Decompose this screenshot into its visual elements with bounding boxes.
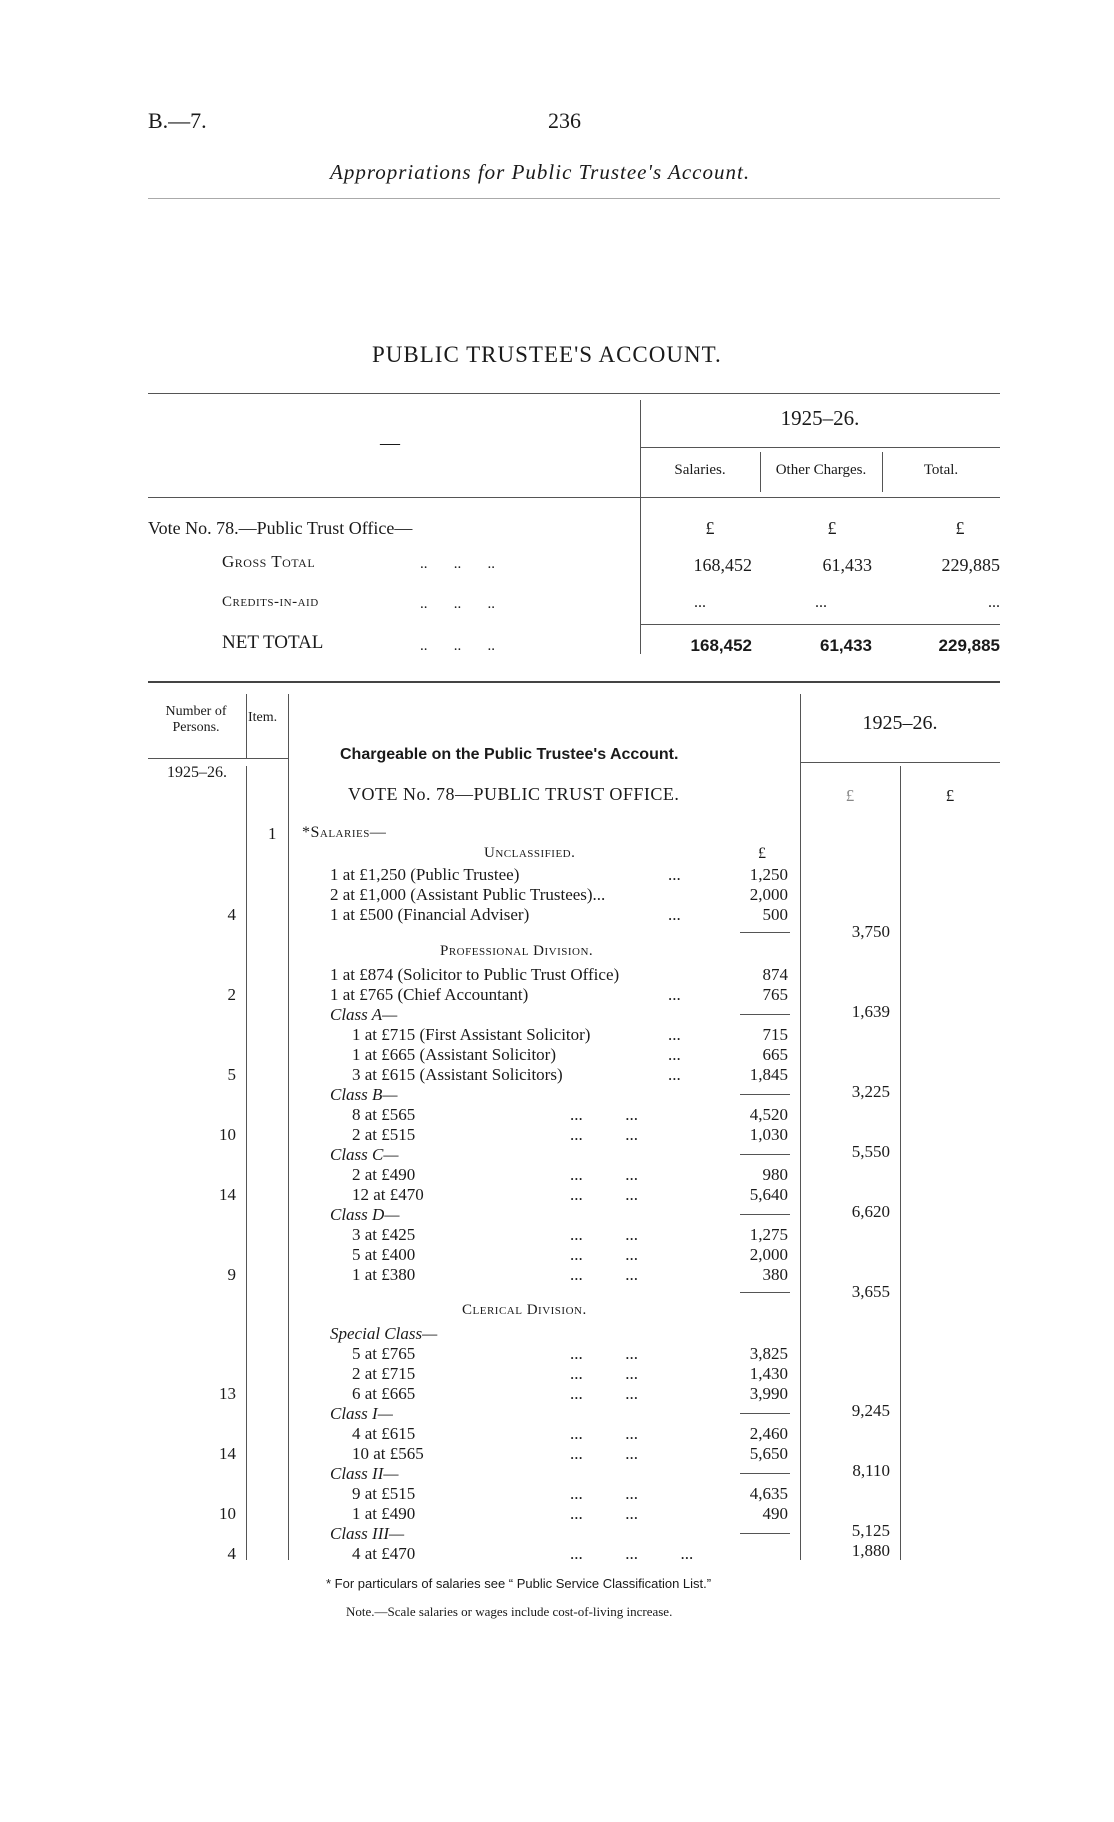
salary-line-amount: 1,275 [749, 1225, 788, 1244]
subtotal-amount: 1,880 [851, 1541, 890, 1560]
summary-row-total: 229,885 [938, 636, 1000, 655]
summary-row-leaders: .. .. .. [420, 556, 495, 572]
detail-salaries-label: *Salaries— [302, 824, 387, 841]
subtotal-rule [740, 1094, 790, 1095]
salary-line-amount: 765 [762, 985, 788, 1004]
salary-line-dots: ... [668, 905, 681, 924]
salary-line: 2 at £1,000 (Assistant Public Trustees)... [330, 885, 606, 904]
subtotal-amount: 5,550 [851, 1142, 890, 1161]
class-label: Class III— [330, 1524, 405, 1543]
salary-line-dots: ... ... [570, 1185, 638, 1204]
salary-line-dots: ... ... [570, 1105, 638, 1124]
summary-row-salaries: 168,452 [693, 555, 752, 575]
persons-count: 13 [219, 1384, 236, 1403]
class-label: Class D— [330, 1205, 400, 1224]
subtotal-rule [740, 1413, 790, 1414]
persons-count: 14 [219, 1185, 236, 1204]
summary-row-other: 61,433 [820, 636, 872, 655]
salary-line-dots: ... ... [570, 1444, 638, 1463]
salary-line: 1 at £380 [352, 1265, 416, 1284]
salary-line-amount: 1,430 [749, 1364, 788, 1383]
salary-line-amount: 1,030 [749, 1125, 788, 1144]
detail-col-number: Number of Persons. [165, 704, 227, 735]
salary-line-dots: ... ... [570, 1384, 638, 1403]
salary-line-amount: 380 [762, 1265, 788, 1284]
salary-line-amount: 1,250 [749, 865, 788, 884]
persons-count: 4 [227, 1544, 236, 1563]
salary-line: 5 at £765 [352, 1344, 416, 1363]
detail-vote-heading: VOTE No. 78—PUBLIC TRUST OFFICE. [348, 784, 680, 804]
subtotal-rule [740, 1154, 790, 1155]
summary-row-leaders: .. .. .. [420, 596, 495, 612]
subtotal-amount: 9,245 [851, 1401, 890, 1420]
summary-row-total: ... [988, 594, 1000, 611]
salary-line-amount: 4,520 [749, 1105, 788, 1124]
summary-net-rule [640, 624, 1000, 625]
summary-row-salaries: 168,452 [690, 636, 752, 655]
salary-line-dots: ... ... ... [570, 1544, 694, 1563]
persons-count: 5 [227, 1065, 236, 1084]
salary-line-amount: 874 [762, 965, 788, 984]
salary-line-dots: ... [668, 985, 681, 1004]
persons-count: 14 [219, 1444, 236, 1463]
summary-row-salaries: ... [694, 594, 706, 611]
salary-line: 8 at £565 [352, 1105, 416, 1124]
salary-line-amount: 980 [762, 1165, 788, 1184]
persons-count: 10 [219, 1125, 236, 1144]
salary-line-dots: ... ... [570, 1484, 638, 1503]
salary-line-amount: 715 [762, 1025, 788, 1044]
salary-line-amount: 500 [762, 905, 788, 924]
salary-line-dots: ... ... [570, 1265, 638, 1284]
salary-line: 6 at £665 [352, 1384, 416, 1403]
detail-rule-persons [246, 694, 247, 758]
detail-col-year-left: 1925–26. [167, 764, 227, 781]
summary-year-rule [640, 447, 1000, 448]
subtotal-amount: 3,655 [851, 1282, 890, 1301]
class-label: Class I— [330, 1404, 393, 1423]
subtotal-rule [740, 1292, 790, 1293]
detail-col-item: Item. [248, 710, 278, 725]
detail-heading: Chargeable on the Public Trustee's Account. [340, 746, 679, 763]
class-label: Class C— [330, 1145, 399, 1164]
summary-vote-label: Vote No. 78.—Public Trust Office— [148, 518, 413, 538]
class-label: Class II— [330, 1464, 399, 1483]
summary-row-label: NET TOTAL [222, 632, 324, 653]
salary-line: 1 at £874 (Solicitor to Public Trust Office) [330, 965, 620, 984]
persons-count: 4 [227, 905, 236, 924]
salary-line: 4 at £470 [352, 1544, 416, 1563]
salary-line-dots: ... ... [570, 1125, 638, 1144]
salary-line: 4 at £615 [352, 1424, 416, 1443]
summary-head-rule [148, 497, 1000, 498]
salary-line-amount: 5,640 [749, 1185, 788, 1204]
subtotal-rule [740, 932, 790, 933]
salary-line: 5 at £400 [352, 1245, 416, 1264]
subtotal-rule [740, 1014, 790, 1015]
class-label: Class A— [330, 1005, 398, 1024]
detail-rule-item [288, 694, 289, 1560]
salary-line-dots: ... ... [570, 1245, 638, 1264]
footnote: * For particulars of salaries see “ Public Service Classification List.” [326, 1576, 712, 1591]
salary-line: 3 at £425 [352, 1225, 416, 1244]
page-number: 236 [548, 108, 581, 133]
detail-head-rule-left [148, 758, 288, 759]
subtotal-amount: 6,620 [851, 1202, 890, 1221]
class-label: Special Class— [330, 1324, 438, 1343]
salary-line-dots: ... [668, 1025, 681, 1044]
summary-row-label: Credits-in-aid [222, 594, 319, 610]
salary-line-dots: ... [668, 1045, 681, 1064]
subtotal-rule [740, 1473, 790, 1474]
summary-row-total: 229,885 [941, 555, 1000, 575]
summary-col-salaries: Salaries. [674, 462, 726, 478]
salary-line-amount: 2,000 [749, 1245, 788, 1264]
subtotal-amount: 1,639 [851, 1002, 890, 1021]
salary-line: 1 at £1,250 (Public Trustee) [330, 865, 520, 884]
detail-item-number: 1 [268, 824, 277, 843]
summary-bottom-rule [148, 681, 1000, 683]
summary-title: PUBLIC TRUSTEE'S ACCOUNT. [372, 342, 722, 367]
salary-line: 1 at £765 (Chief Accountant) [330, 985, 529, 1004]
subtotal-amount: 3,750 [851, 922, 890, 941]
persons-count: 2 [227, 985, 236, 1004]
salary-line-dots: ... ... [570, 1504, 638, 1523]
salary-line-amount: 2,000 [749, 885, 788, 904]
salary-line-dots: ... [668, 1065, 681, 1084]
salary-line: 10 at £565 [352, 1444, 424, 1463]
persons-count: 9 [227, 1265, 236, 1284]
detail-currency-subtotal: £ [845, 786, 855, 805]
page-subtitle: Appropriations for Public Trustee's Account. [330, 160, 751, 184]
salary-line: 1 at £665 (Assistant Solicitor) [352, 1045, 556, 1064]
detail-col-year-right: 1925–26. [862, 712, 938, 734]
summary-currency-total: £ [955, 518, 965, 538]
summary-col-total: Total. [923, 462, 959, 478]
subtotal-rule [740, 1214, 790, 1215]
salary-line-amount: 5,650 [749, 1444, 788, 1463]
subtotal-amount: 5,125 [851, 1521, 890, 1540]
detail-head-rule-right [800, 762, 1000, 763]
subtotal-amount: 3,225 [851, 1082, 890, 1101]
summary-col-other: Other Charges. [775, 462, 867, 478]
summary-year: 1925–26. [780, 406, 860, 430]
subtotal-amount: 8,110 [852, 1461, 890, 1480]
persons-count: 10 [219, 1504, 236, 1523]
salary-line: 1 at £500 (Financial Adviser) [330, 905, 530, 924]
salary-line: 1 at £715 (First Assistant Solicitor) [352, 1025, 591, 1044]
detail-currency-lines: £ [758, 845, 766, 862]
division-clerical: Clerical Division. [462, 1302, 587, 1318]
salary-line: 1 at £490 [352, 1504, 416, 1523]
salary-line-dots: ... [668, 865, 681, 884]
salary-line-amount: 3,990 [749, 1384, 788, 1403]
note: Note.—Scale salaries or wages include cost-of-living increase. [346, 1604, 673, 1619]
summary-row-other: ... [815, 594, 827, 611]
salary-line-amount: 1,845 [749, 1065, 788, 1084]
salary-line-dots: ... ... [570, 1225, 638, 1244]
salary-line-dots: ... ... [570, 1344, 638, 1363]
division-professional: Professional Division. [440, 943, 594, 959]
salary-line-dots: ... ... [570, 1364, 638, 1383]
summary-row-other: 61,433 [822, 555, 872, 575]
summary-currency-other: £ [827, 518, 837, 538]
summary-top-rule [148, 393, 1000, 394]
salary-line: 9 at £515 [352, 1484, 416, 1503]
detail-rule-subtotals [900, 766, 901, 1560]
detail-rule-persons-lower [246, 766, 247, 1560]
salary-line: 3 at £615 (Assistant Solicitors) [352, 1065, 563, 1084]
summary-currency-salaries: £ [705, 518, 715, 538]
salary-line: 2 at £715 [352, 1364, 416, 1383]
summary-row-label: Gross Total [222, 552, 316, 571]
division-unclassified: Unclassified. [484, 845, 576, 861]
salary-line-amount: 490 [762, 1504, 788, 1523]
salary-line: 2 at £515 [352, 1125, 416, 1144]
summary-row-leaders: .. .. .. [420, 638, 495, 654]
salary-line-amount: 4,635 [749, 1484, 788, 1503]
salary-line-dots: ... ... [570, 1165, 638, 1184]
detail-currency-total: £ [945, 786, 955, 805]
salary-line: 12 at £470 [352, 1185, 424, 1204]
salary-line: 2 at £490 [352, 1165, 416, 1184]
salary-line-amount: 665 [762, 1045, 788, 1064]
page-ref: B.—7. [148, 108, 207, 133]
salary-line-amount: 2,460 [749, 1424, 788, 1443]
header-rule [148, 198, 1000, 199]
salary-line-amount: 3,825 [749, 1344, 788, 1363]
class-label: Class B— [330, 1085, 398, 1104]
detail-rule-amounts [800, 694, 801, 1560]
salary-line-dots: ... ... [570, 1424, 638, 1443]
summary-dash: — [380, 432, 400, 454]
subtotal-rule [740, 1533, 790, 1534]
